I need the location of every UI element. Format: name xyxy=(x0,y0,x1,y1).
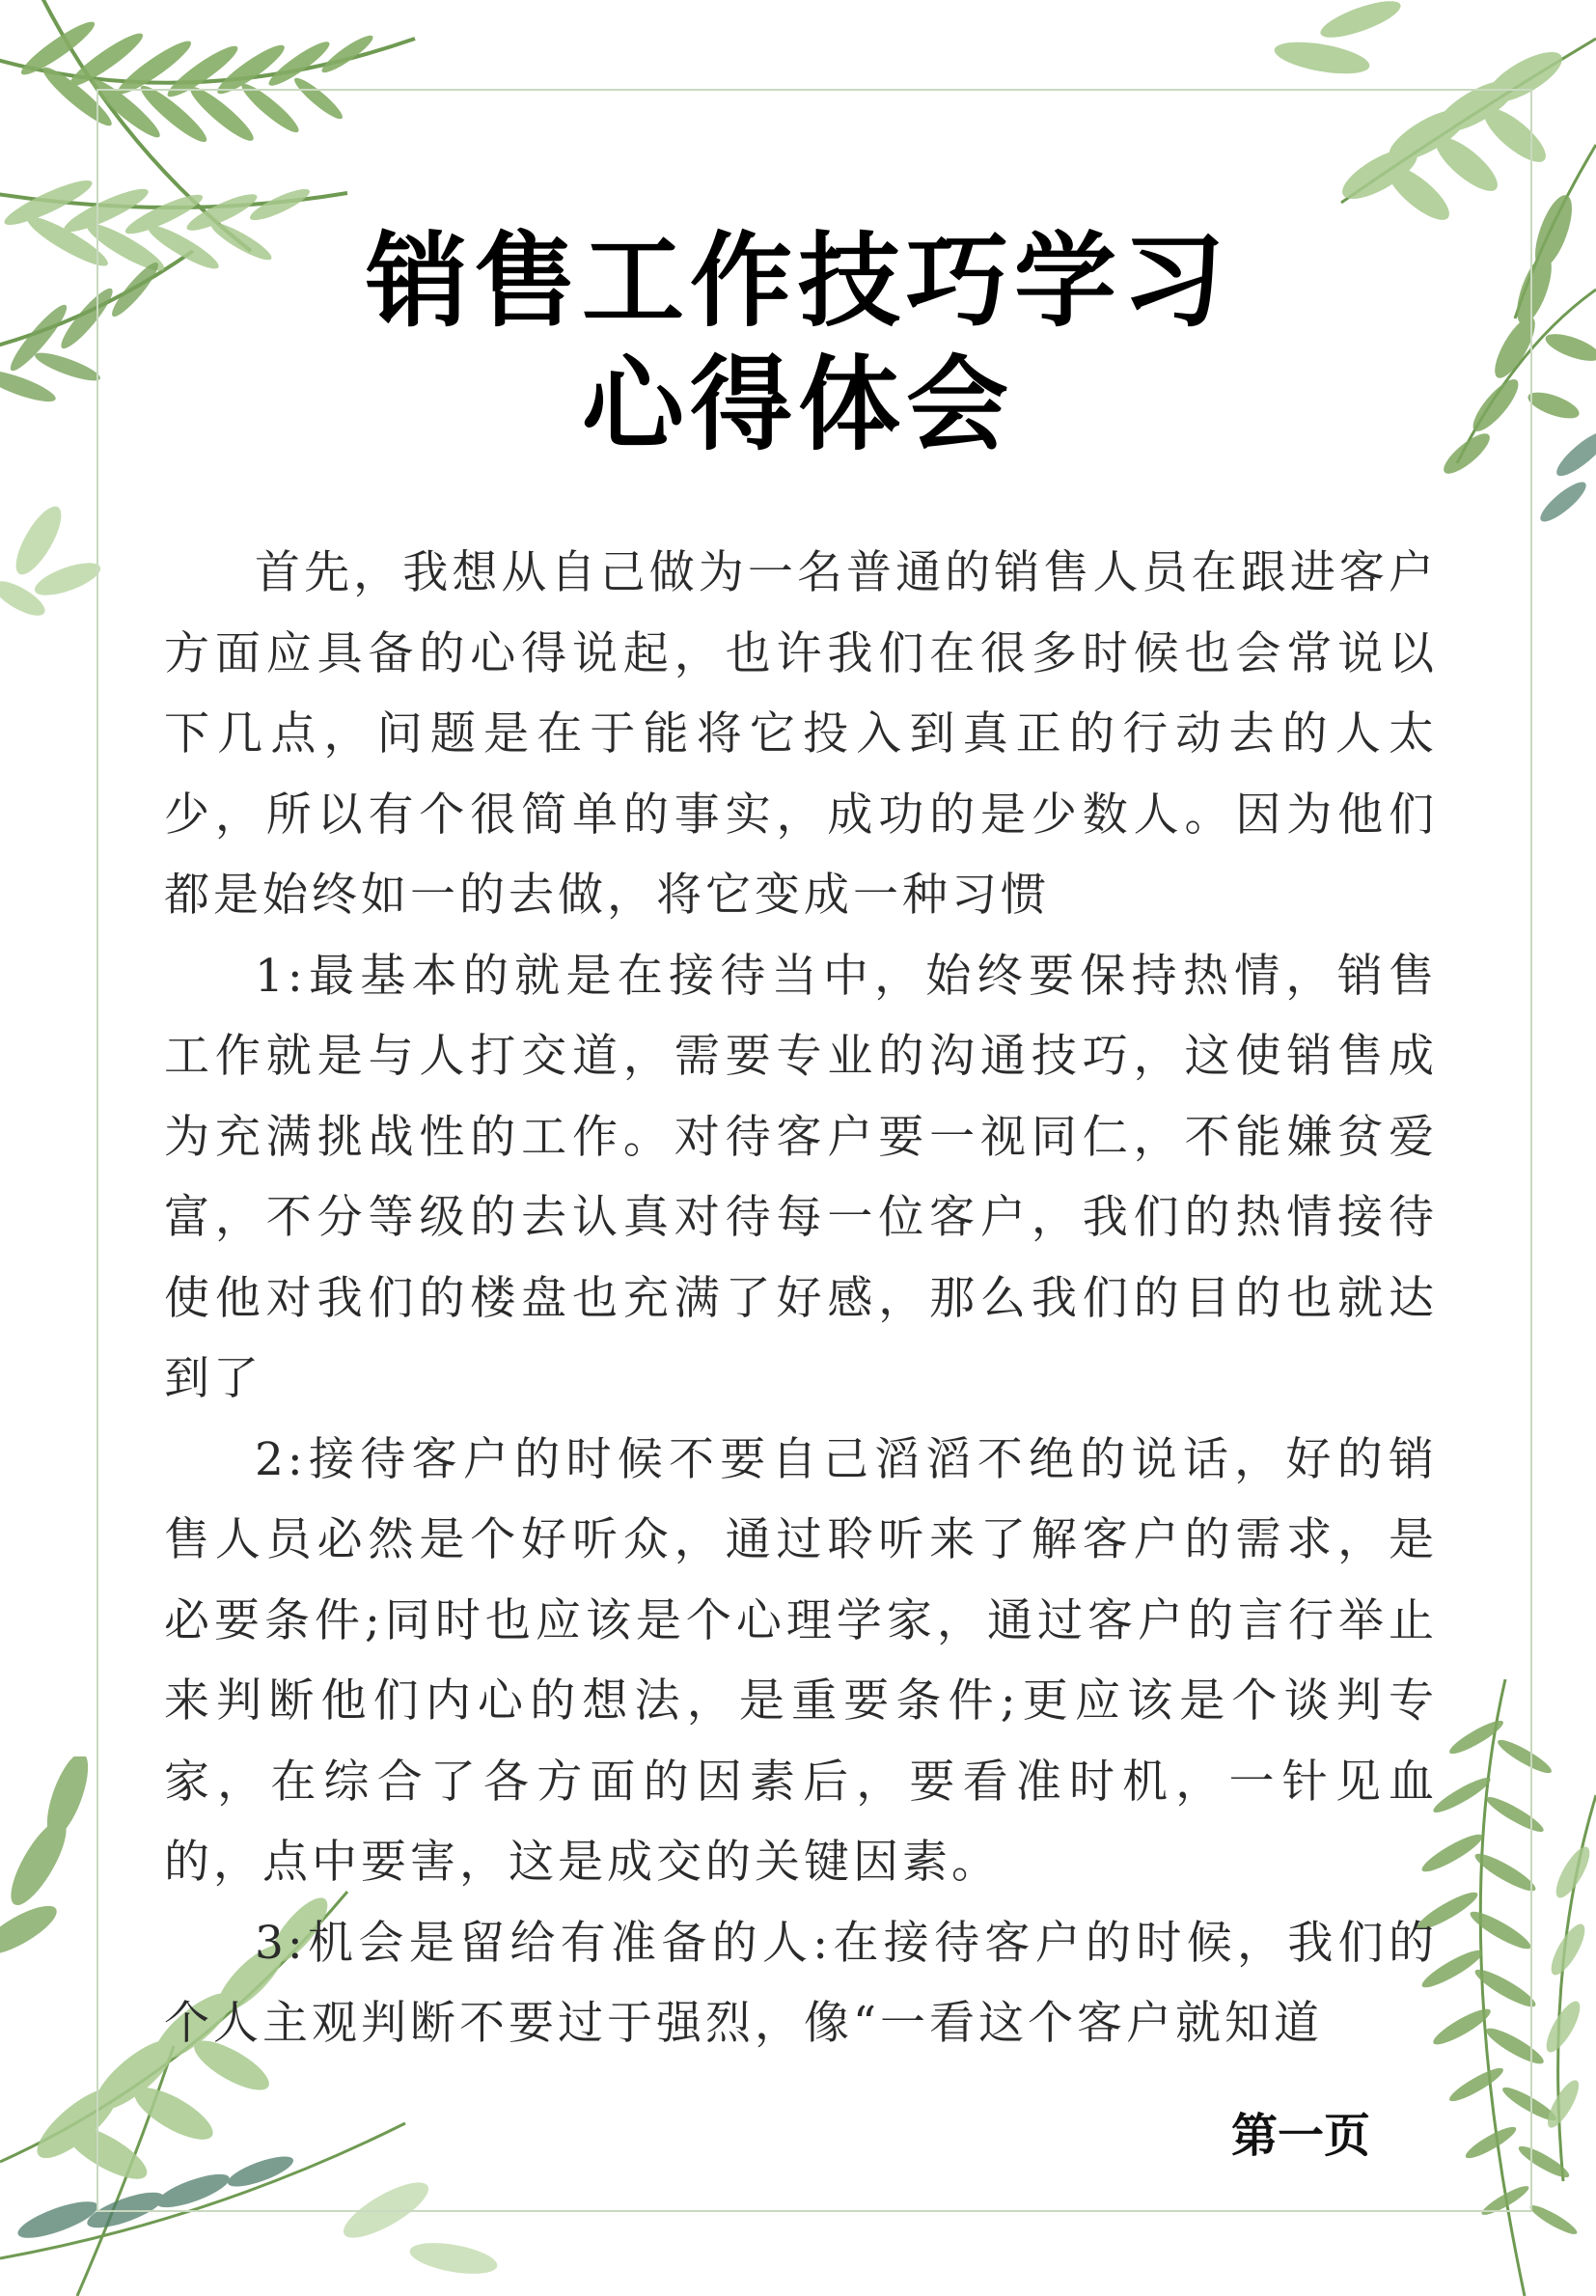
paragraph-intro: 首先，我想从自己做为一名普通的销售人员在跟进客户方面应具备的心得说起，也许我们在很多时候也会常说以下几点，问题是在于能将它投入到真正的行动去的人太少，所以有个很简单的事实，成功的是少数人。因为他们都是始终如一的去做，将它变成一种习惯 xyxy=(164,546,1438,922)
document-title xyxy=(0,220,1596,467)
page-number-label: 第一页 xyxy=(1231,2109,1371,2163)
title-line-2: 心得体会 xyxy=(582,346,1014,464)
document-body xyxy=(164,533,1438,2064)
paragraph-point-3: 3:机会是留给有准备的人:在接待客户的时候，我们的个人主观判断不要过于强烈，像“一看这个客户就知道 xyxy=(164,1916,1438,2050)
paragraph-point-2: 2:接待客户的时候不要自己滔滔不绝的说话，好的销售人员必然是个好听众，通过聆听来了解客户的需求，是必要条件;同时也应该是个心理学家，通过客户的言行举止来判断他们内心的想法，是重要条件;更应该是个谈判专家，在综合了各方面的因素后，要看准时机，一针见血的，点中要害，这是成交的关键因素。 xyxy=(164,1432,1438,1889)
title-line-1: 销售工作技巧学习 xyxy=(366,222,1230,341)
paragraph-point-1: 1:最基本的就是在接待当中，始终要保持热情，销售工作就是与人打交道，需要专业的沟通技巧，这使销售成为充满挑战性的工作。对待客户要一视同仁，不能嫌贫爱富，不分等级的去认真对待每一位客户，我们的热情接待使他对我们的楼盘也充满了好感，那么我们的目的也就达到了 xyxy=(164,949,1438,1405)
